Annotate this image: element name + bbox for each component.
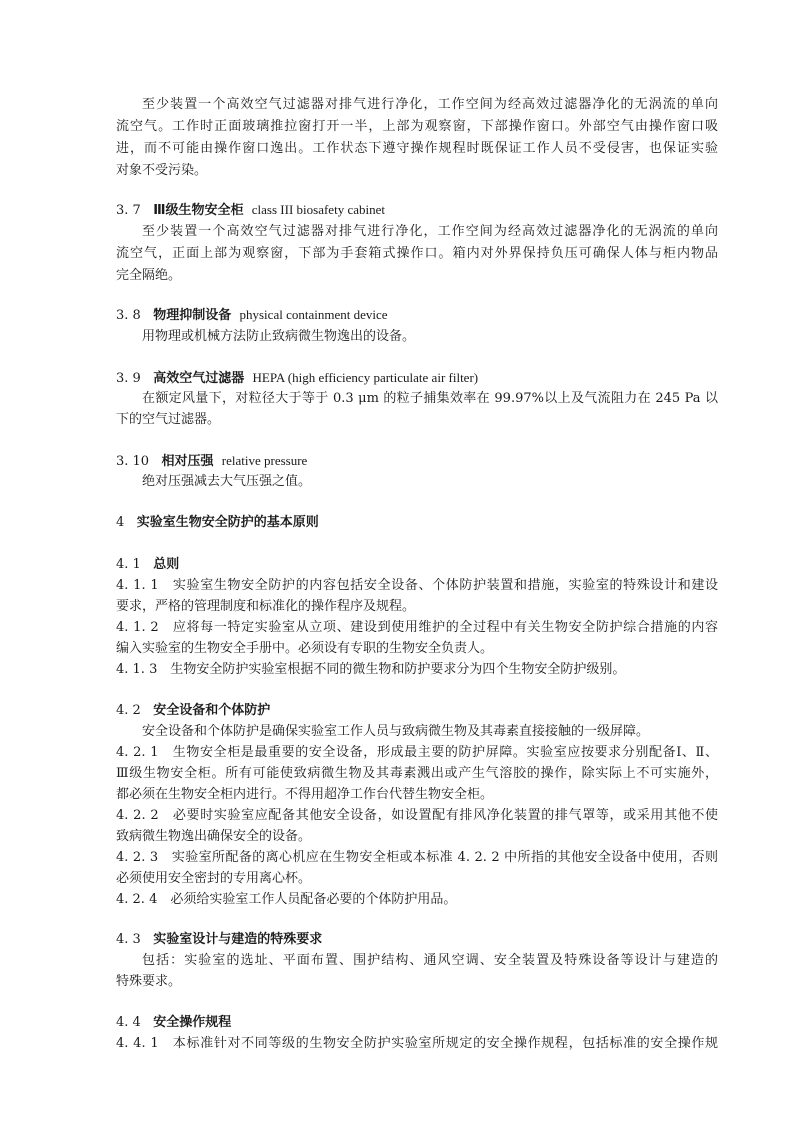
section-number: 3. 8 (116, 308, 141, 323)
section-4-3-body-line: 特殊要求。 (116, 974, 182, 989)
section-title: 相对压强 (161, 454, 214, 469)
clause-line: 要求，严格的管理制度和标准化的操作程序及规程。 (116, 599, 416, 614)
clause-line: 致病微生物逸出确保安全的设备。 (116, 829, 312, 844)
section-title: 安全设备和个体防护 (153, 703, 271, 718)
section-title: 实验室生物安全防护的基本原则 (136, 515, 319, 530)
section-4-2-intro: 安全设备和个体防护是确保实验室工作人员与致病微生物及其毒素直接接触的一级屏障。 (142, 724, 650, 739)
section-number: 4 (116, 515, 125, 530)
section-4-1-heading (116, 554, 718, 575)
section-english-term: HEPA (high efficiency particulate air filter) (252, 370, 479, 385)
para-3-6-line: 进，而不可能由操作窗口逸出。工作状态下遵守操作规程时既保证工作人员不受侵害，也保证实验 (116, 141, 718, 156)
section-english-term: physical containment device (239, 307, 388, 322)
section-3-9-body-line: 下的空气过滤器。 (116, 412, 221, 427)
section-number: 4. 1 (116, 557, 141, 572)
section-title: 安全操作规程 (153, 1015, 232, 1030)
section-title: 高效空气过滤器 (153, 371, 245, 386)
section-number: 4. 2 (116, 703, 141, 718)
section-4-3-body-line: 包括：实验室的选址、平面布置、围护结构、通风空调、安全装置及特殊设备等设计与建造的 (142, 953, 718, 968)
clause-line: 4. 1. 1 实验室生物安全防护的内容包括安全设备、个体防护装置和措施，实验室的特殊设计和建设 (116, 578, 718, 593)
para-3-6-line: 对象不受污染。 (116, 163, 208, 178)
section-3-8-heading (116, 304, 718, 326)
section-3-7-body-line: 流空气，正面上部为观察窗，下部为手套箱式操作口。箱内对外界保持负压可确保人体与柜内物品 (116, 246, 718, 261)
clause-line: 4. 2. 4 必须给实验室工作人员配备必要的个体防护用品。 (116, 892, 457, 907)
section-3-9-body-line: 在额定风量下，对粒径大于等于 0.3 μm 的粒子捕集效率在 99.97%以上及气流阻力在 245 Pa 以 (142, 391, 718, 406)
section-3-9-heading (116, 367, 718, 389)
clause-line: 4. 1. 3 生物安全防护实验室根据不同的微生物和防护要求分为四个生物安全防护级别。 (116, 662, 626, 677)
section-english-term: class III biosafety cabinet (251, 202, 385, 217)
section-number: 3. 10 (116, 454, 150, 469)
section-title: Ⅲ级生物安全柜 (153, 203, 244, 218)
section-3-10-body-line: 绝对压强减去大气压强之值。 (142, 474, 312, 489)
section-number: 4. 3 (116, 932, 141, 947)
para-3-6-line: 流空气。工作时正面玻璃推拉窗打开一半，上部为观察窗，下部操作窗口。外部空气由操作窗口吸 (116, 119, 718, 134)
section-title: 总则 (153, 557, 180, 572)
para-3-6-line: 至少装置一个高效空气过滤器对排气进行净化，工作空间为经高效过滤器净化的无涡流的单向 (142, 97, 718, 112)
section-english-term: relative pressure (221, 453, 308, 468)
clause-line: 4. 1. 2 应将每一特定实验室从立项、建设到使用维护的全过程中有关生物安全防护综合措施的内容 (116, 620, 718, 635)
section-number: 3. 9 (116, 371, 141, 386)
clause-line: 编入实验室的生物安全手册中。必须设有专职的生物安全负责人。 (116, 641, 494, 656)
clause-line: 4. 2. 3 实验室所配备的离心机应在生物安全柜或本标准 4. 2. 2 中所指的其他安全设备中使用，否则 (116, 850, 718, 865)
clause-line: 都必须在生物安全柜内进行。不得用超净工作台代替生物安全柜。 (116, 787, 494, 802)
section-4-3-heading (116, 929, 718, 950)
section-number: 3. 7 (116, 203, 141, 218)
section-3-7-heading (116, 199, 718, 221)
section-title: 实验室设计与建造的特殊要求 (153, 932, 323, 947)
section-4-4-heading (116, 1012, 718, 1033)
clause-line: 4. 2. 1 生物安全柜是最重要的安全设备，形成最主要的防护屏障。实验室应按要求分别配备Ⅰ、Ⅱ、 (116, 745, 718, 760)
section-3-7-body-line: 完全隔绝。 (116, 268, 182, 283)
clause-line: 4. 2. 2 必要时实验室应配备其他安全设备，如设置配有排风净化装置的排气罩等，或采用其他不使 (116, 808, 718, 823)
section-4-heading (116, 512, 718, 533)
clause-line: Ⅲ级生物安全柜。所有可能使致病微生物及其毒素溅出或产生气溶胶的操作，除实际上不可实施外， (116, 766, 718, 781)
section-number: 4. 4 (116, 1015, 141, 1030)
clause-line: 4. 4. 1 本标准针对不同等级的生物安全防护实验室所规定的安全操作规程，包括标准的安全操作规 (116, 1036, 718, 1051)
clause-line: 必须使用安全密封的专用离心杯。 (116, 871, 312, 886)
section-3-10-heading (116, 450, 718, 472)
section-4-2-heading (116, 700, 718, 721)
section-title: 物理抑制设备 (153, 308, 232, 323)
section-3-7-body-line: 至少装置一个高效空气过滤器对排气进行净化，工作空间为经高效过滤器净化的无涡流的单向 (142, 224, 718, 239)
section-3-8-body-line: 用物理或机械方法防止致病微生物逸出的设备。 (142, 329, 416, 344)
